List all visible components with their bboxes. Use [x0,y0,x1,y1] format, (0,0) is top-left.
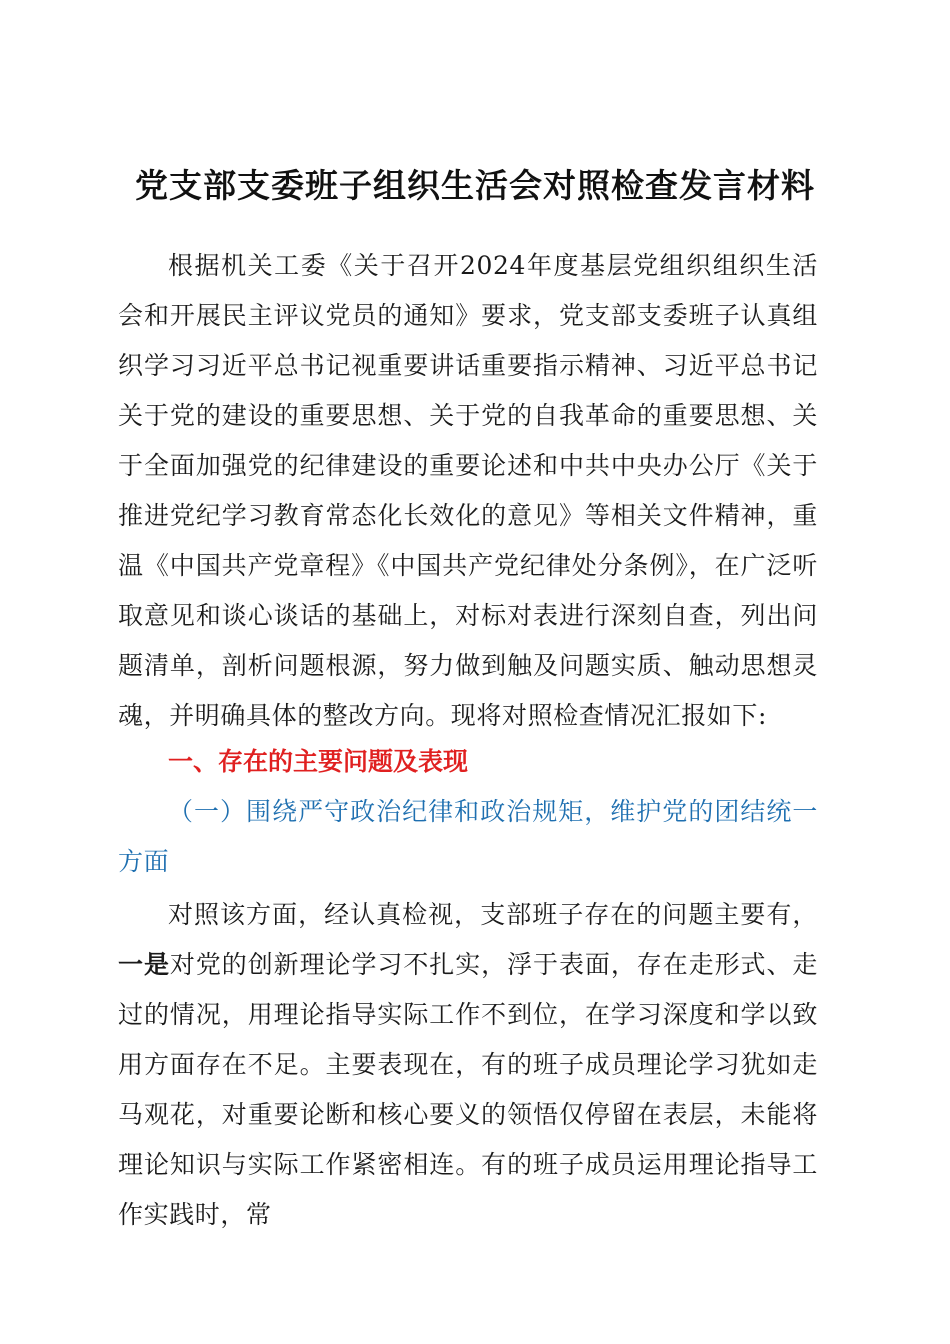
section-heading: 一、存在的主要问题及表现 [168,747,469,776]
problem-paragraph-ordinal: 一是 [118,950,170,979]
subsection-heading: （一）围绕严守政治纪律和政治规矩，维护党的团结统一方面 [118,797,818,876]
document-title: 党支部支委班子组织生活会对照检查发言材料 [135,166,815,205]
intro-paragraph: 根据机关工委《关于召开2024年度基层党组织组织生活会和开展民主评议党员的通知》要求，党支部支委班子认真组织学习习近平总书记视重要讲话重要指示精神、习近平总书记关于党的建设的重要思想、关于党的自我革命的重要思想、关于全面加强党的纪律建设的重要论述和中共中央办公厅《关于推进党纪学习教育常态化长效化的意见》等相关文件精神，重温《中国共产党章程》《中国共产党纪律处分条例》，在广泛听取意见和谈心谈话的基础上，对标对表进行深刻自查，列出问题清单，剖析问题根源，努力做到触及问题实质、触动思想灵魂，并明确具体的整改方向。现将对照检查情况汇报如下: [118,251,818,730]
problem-paragraph-lead: 对照该方面，经认真检视，支部班子存在的问题主要有， [168,900,818,929]
problem-paragraph [118,890,818,1240]
problem-paragraph-rest: 对党的创新理论学习不扎实，浮于表面，存在走形式、走过的情况，用理论指导实际工作不到位，在学习深度和学以致用方面存在不足。主要表现在，有的班子成员理论学习犹如走马观花，对重要论断和核心要义的领悟仅停留在表层，未能将理论知识与实际工作紧密相连。有的班子成员运用理论指导工作实践时，常 [118,950,818,1229]
